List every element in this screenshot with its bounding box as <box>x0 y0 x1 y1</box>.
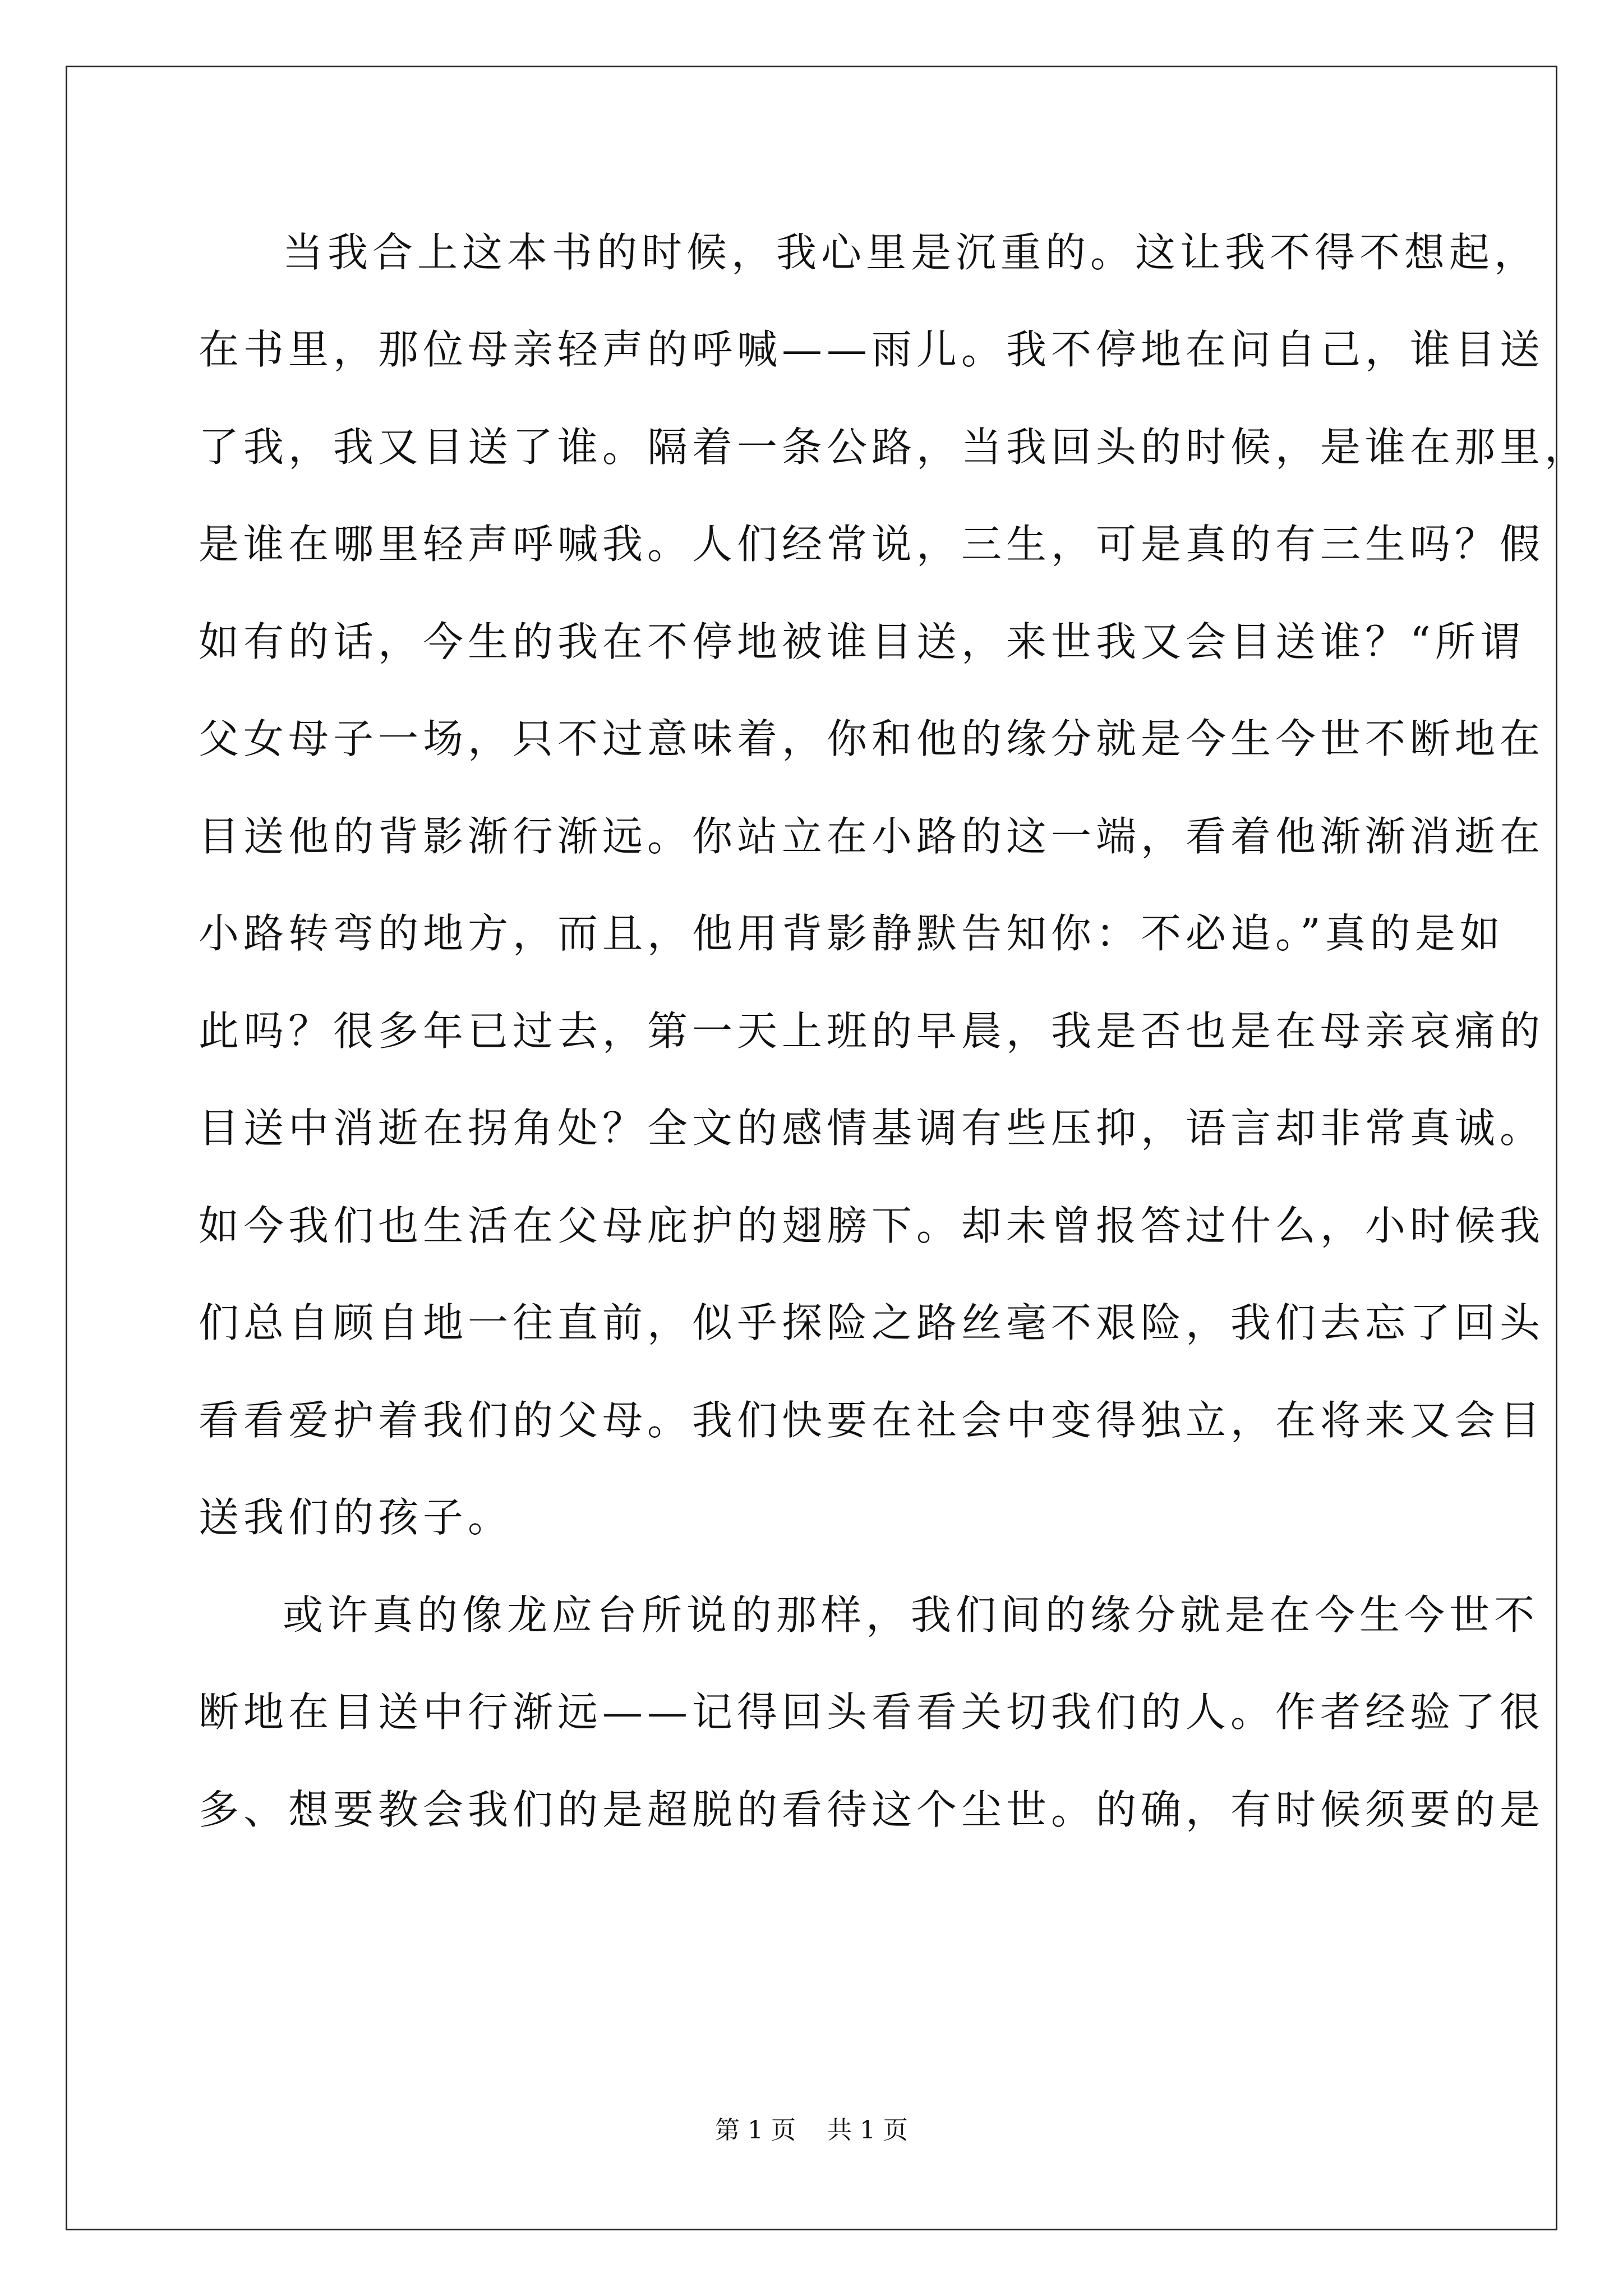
paragraph-2-line-2: 断地在目送中行渐远——记得回头看看关切我们的人。作者经验了很 <box>199 1688 1545 1736</box>
paragraph-2-line-3: 多、想要教会我们的是超脱的看待这个尘世。的确，有时候须要的是 <box>199 1786 1545 1833</box>
page-number: 第 1 页 <box>715 2116 796 2145</box>
paragraph-1-line-3: 了我，我又目送了谁。隔着一条公路，当我回头的时候，是谁在那里， <box>199 424 1590 471</box>
paragraph-1-line-14: 送我们的孩子。 <box>199 1494 513 1541</box>
page-footer <box>0 2114 1623 2147</box>
paragraph-1-line-10: 目送中消逝在拐角处？全文的感情基调有些压抑，语言却非常真诚。 <box>199 1105 1545 1152</box>
paragraph-1-line-2: 在书里，那位母亲轻声的呼喊——雨儿。我不停地在问自己，谁目送 <box>199 326 1545 373</box>
paragraph-1-line-5: 如有的话，今生的我在不停地被谁目送，来世我又会目送谁？“所谓 <box>199 618 1525 665</box>
paragraph-1-line-11: 如今我们也生活在父母庇护的翅膀下。却未曾报答过什么，小时候我 <box>199 1202 1545 1249</box>
paragraph-1-line-7: 目送他的背影渐行渐远。你站立在小路的这一端，看着他渐渐消逝在 <box>199 813 1545 860</box>
paragraph-1-line-4: 是谁在哪里轻声呼喊我。人们经常说，三生，可是真的有三生吗？假 <box>199 521 1545 568</box>
paragraph-1-line-9: 此吗？很多年已过去，第一天上班的早晨，我是否也是在母亲哀痛的 <box>199 1007 1545 1055</box>
footer-spacer <box>796 2116 827 2145</box>
page-total: 共 1 页 <box>827 2116 908 2145</box>
paragraph-1-line-6: 父女母子一场，只不过意味着，你和他的缘分就是今生今世不断地在 <box>199 715 1545 762</box>
paragraph-2-line-1: 或许真的像龙应台所说的那样，我们间的缘分就是在今生今世不 <box>283 1591 1539 1639</box>
paragraph-1-line-13: 看看爱护着我们的父母。我们快要在社会中变得独立，在将来又会目 <box>199 1397 1545 1444</box>
paragraph-1-line-12: 们总自顾自地一往直前，似乎探险之路丝毫不艰险，我们去忘了回头 <box>199 1299 1545 1346</box>
paragraph-1-line-8: 小路转弯的地方，而且，他用背影静默告知你：不必追。”真的是如 <box>199 910 1505 957</box>
paragraph-1-line-1: 当我合上这本书的时候，我心里是沉重的。这让我不得不想起， <box>283 229 1539 276</box>
